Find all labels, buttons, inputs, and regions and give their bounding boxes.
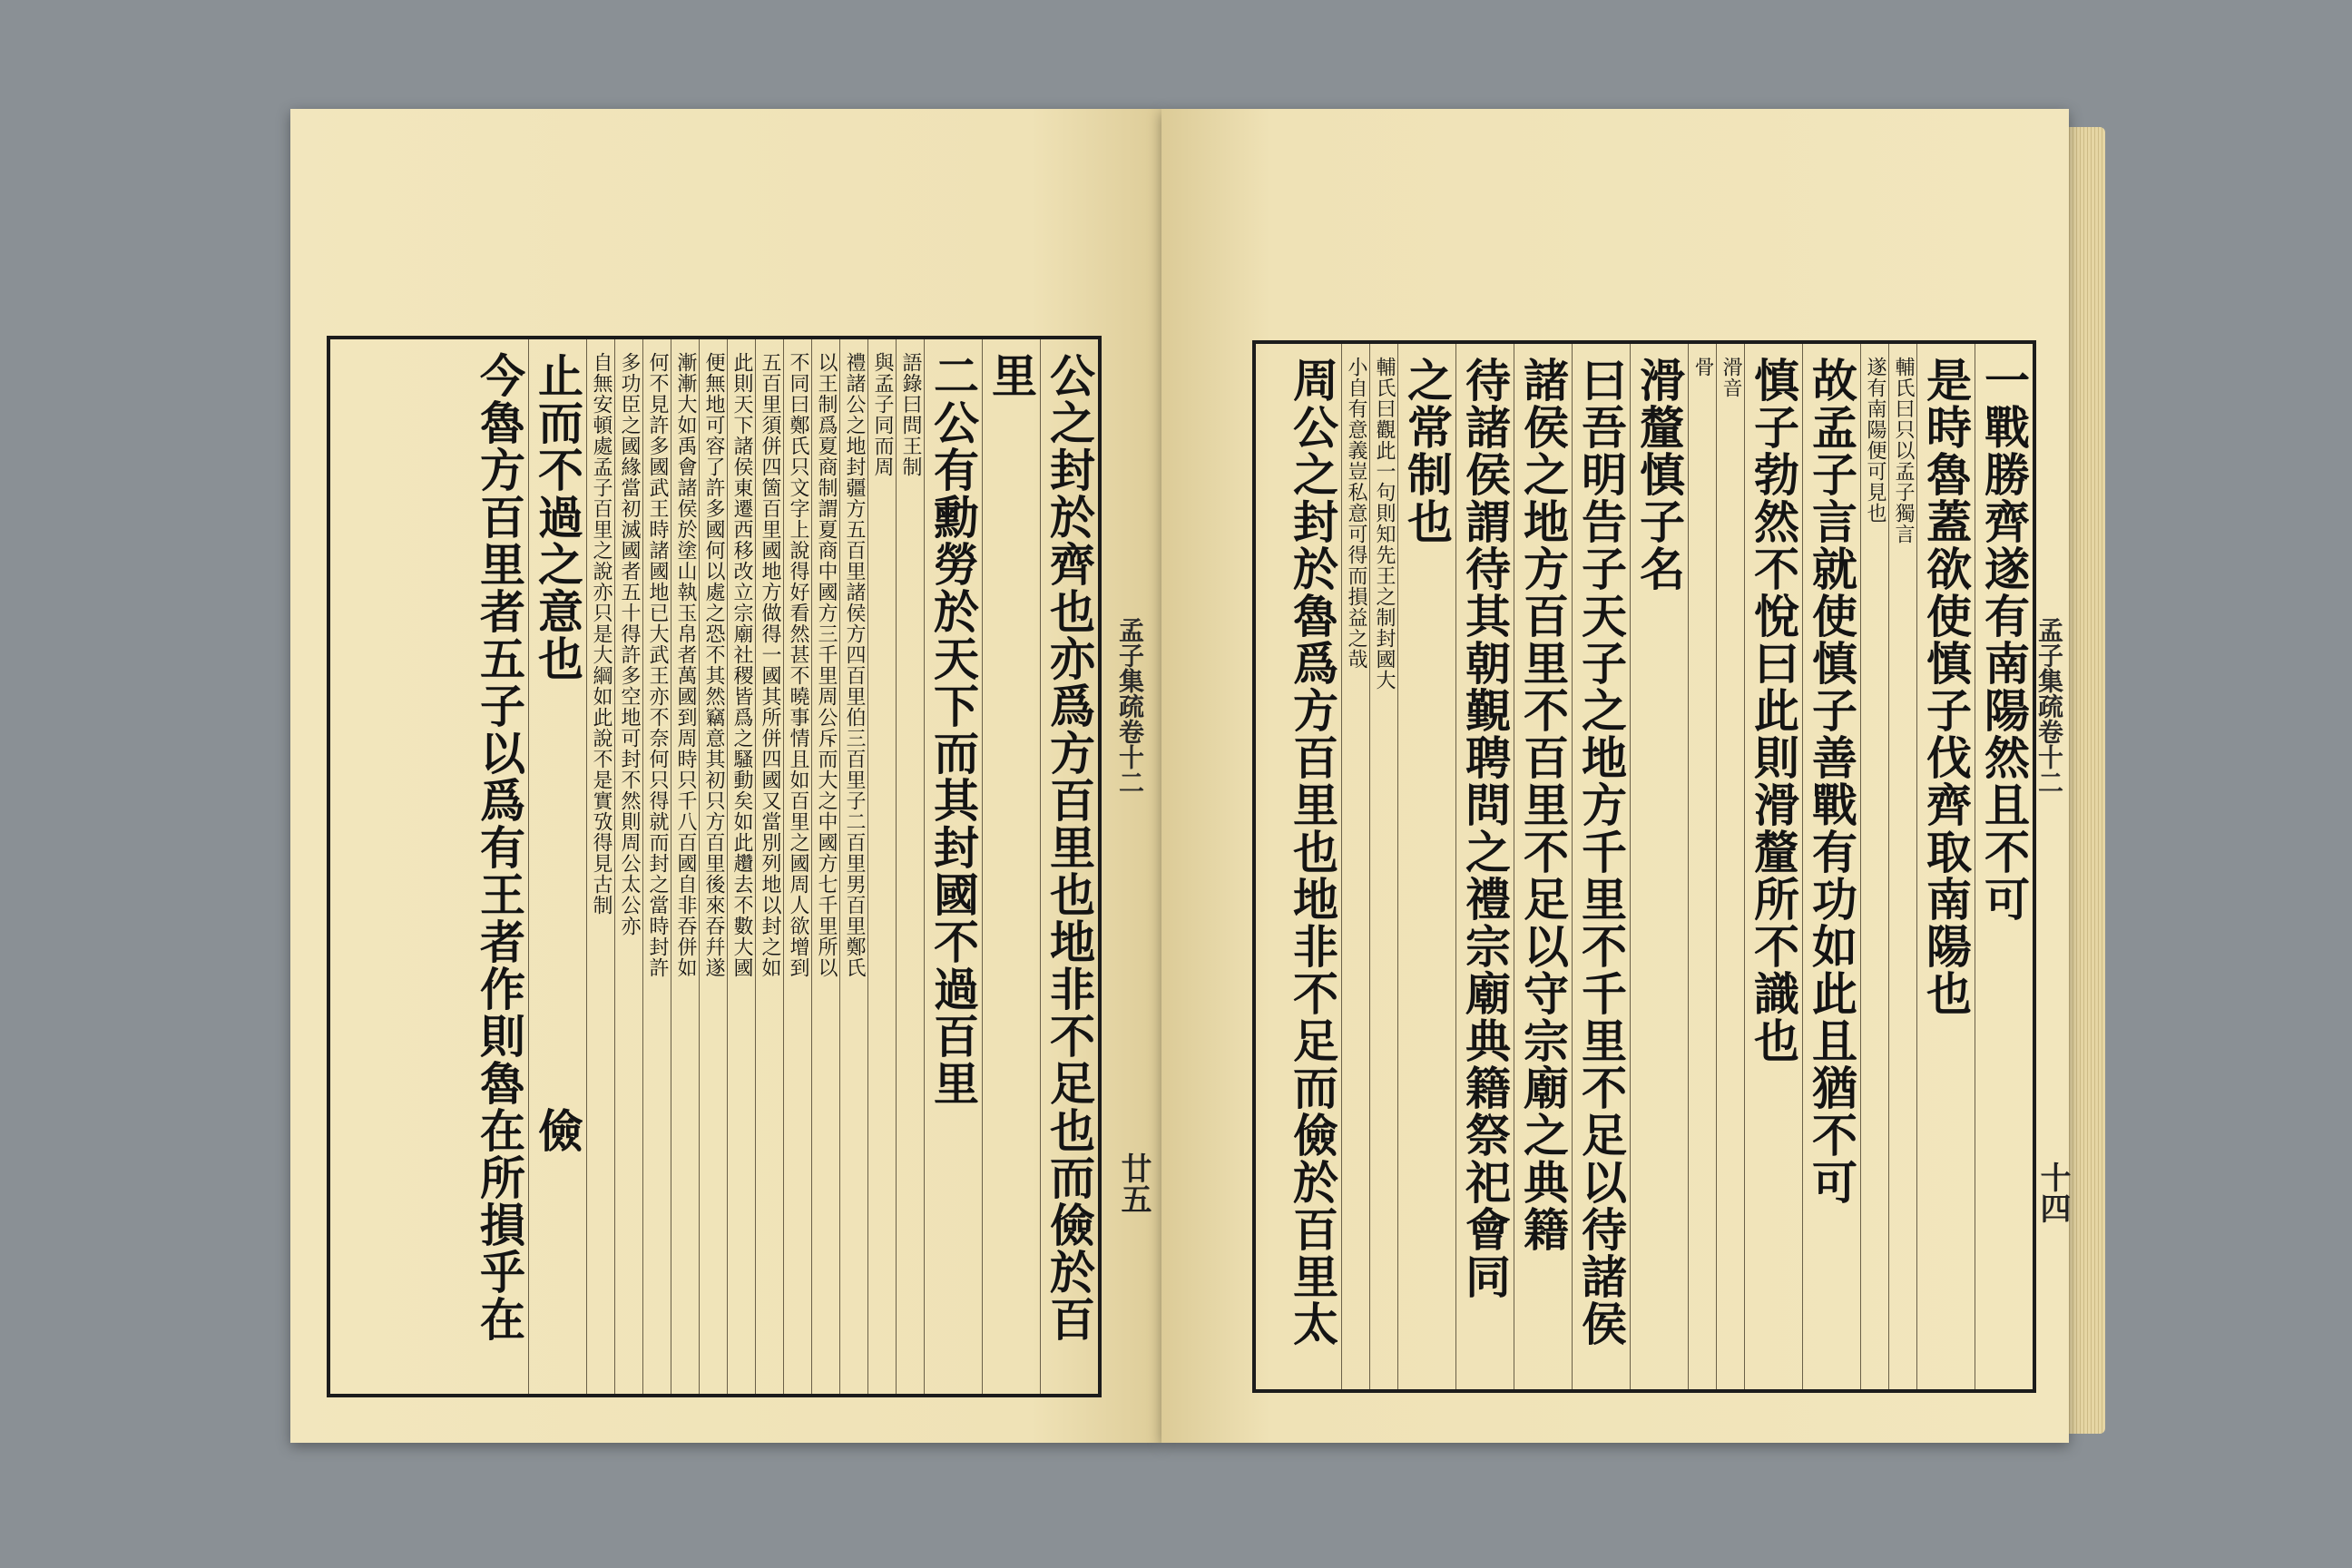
left-text-frame	[327, 336, 1102, 1397]
left-margin-title: 孟子集疏卷十二	[1115, 617, 1145, 795]
left-column-main-0: 公之封於齊也亦爲方百里也地非不足也而儉於百	[1040, 339, 1098, 1394]
left-column-small-13: 多功臣之國緣當初滅國者五十得許多空地可封不然則周公太公亦	[614, 339, 642, 1394]
right-page	[1161, 109, 2069, 1443]
right-column-main-5: 慎子勃然不悅曰此則滑釐所不識也	[1744, 344, 1802, 1389]
right-columns	[1256, 344, 2033, 1389]
right-column-main-12: 之常制也	[1397, 344, 1455, 1389]
right-column-main-10: 諸侯之地方百里不百里不足以守宗廟之典籍	[1514, 344, 1572, 1389]
left-column-small-11: 漸漸大如禹會諸侯於塗山執玉帛者萬國到周時只千八百國自非吞併如	[671, 339, 699, 1394]
left-column-main-1: 里	[982, 339, 1040, 1394]
right-column-small-7: 骨	[1688, 344, 1716, 1389]
right-column-small-6: 滑音	[1716, 344, 1744, 1389]
right-margin-title: 孟子集疏卷十二	[2034, 617, 2064, 795]
left-column-small-12: 何不見許多國武王時諸國地已大武王亦不奈何只得就而封之當時封許	[642, 339, 671, 1394]
left-column-small-7: 不同曰鄭氏只文字上說得好看然甚不曉事情且如百里之國周人欲增到	[783, 339, 811, 1394]
left-column-small-9: 此則天下諸侯東遷西移改立宗廟社稷皆爲之騷動矣如此趲去不數大國	[727, 339, 755, 1394]
open-book	[272, 95, 2114, 1484]
right-text-frame	[1252, 340, 2036, 1393]
right-column-small-3: 遂有南陽便可見也	[1860, 344, 1888, 1389]
right-column-main-1: 是時魯蓋欲使慎子伐齊取南陽也	[1916, 344, 1975, 1389]
left-column-small-3: 語錄曰問王制	[896, 339, 924, 1394]
left-column-small-5: 禮諸公之地封疆方五百里諸侯方四百里伯三百里子二百里男百里鄭氏	[839, 339, 867, 1394]
left-column-small-8: 五百里須併四箇百里國地方做得一國其所併四國又當別列地以封之如	[755, 339, 783, 1394]
right-column-main-15: 周公之封於魯爲方百里也地非不足而儉於百里太	[1286, 357, 1339, 1348]
right-page-number: 十四	[2034, 1161, 2071, 1223]
left-column-small-10: 便無地可容了許多國何以處之恐不其然竊意其初只方百里後來吞幷遂	[699, 339, 727, 1394]
right-column-small-13: 輔氏曰觀此一句則知先王之制封國大	[1369, 344, 1397, 1389]
left-column-small-14: 自無安頓處孟子百里之說亦只是大綱如此說不是實攷得見古制	[586, 339, 614, 1394]
right-column-main-4: 故孟子言就使慎子善戰有功如此且猶不可	[1802, 344, 1860, 1389]
left-column-main-16: 今魯方百里者五子以爲有王者作則魯在所損乎在	[473, 352, 526, 1343]
left-page-number: 廿五	[1115, 1152, 1152, 1214]
left-page	[290, 109, 1161, 1443]
right-column-small-2: 輔氏曰只以孟子獨言	[1888, 344, 1916, 1389]
right-column-small-14: 小自有意義豈私意可得而損益之哉	[1341, 344, 1369, 1389]
right-column-main-8: 滑釐慎子名	[1630, 344, 1688, 1389]
right-column-main-11: 待諸侯謂待其朝覲聘問之禮宗廟典籍祭祀會同	[1455, 344, 1514, 1389]
left-column-small-6: 以王制爲夏商制謂夏商中國方三千里周公斥而大之中國方七千里所以	[811, 339, 839, 1394]
left-column-main-15: 止而不過之意也 儉	[528, 339, 586, 1394]
left-column-small-4: 與孟子同而周	[867, 339, 896, 1394]
left-columns	[330, 339, 1098, 1394]
right-column-main-0: 一戰勝齊遂有南陽然且不可	[1975, 344, 2033, 1389]
right-column-main-9: 曰吾明告子天子之地方千里不千里不足以待諸侯	[1572, 344, 1630, 1389]
left-column-main-2: 二公有勳勞於天下而其封國不過百里	[924, 339, 982, 1394]
